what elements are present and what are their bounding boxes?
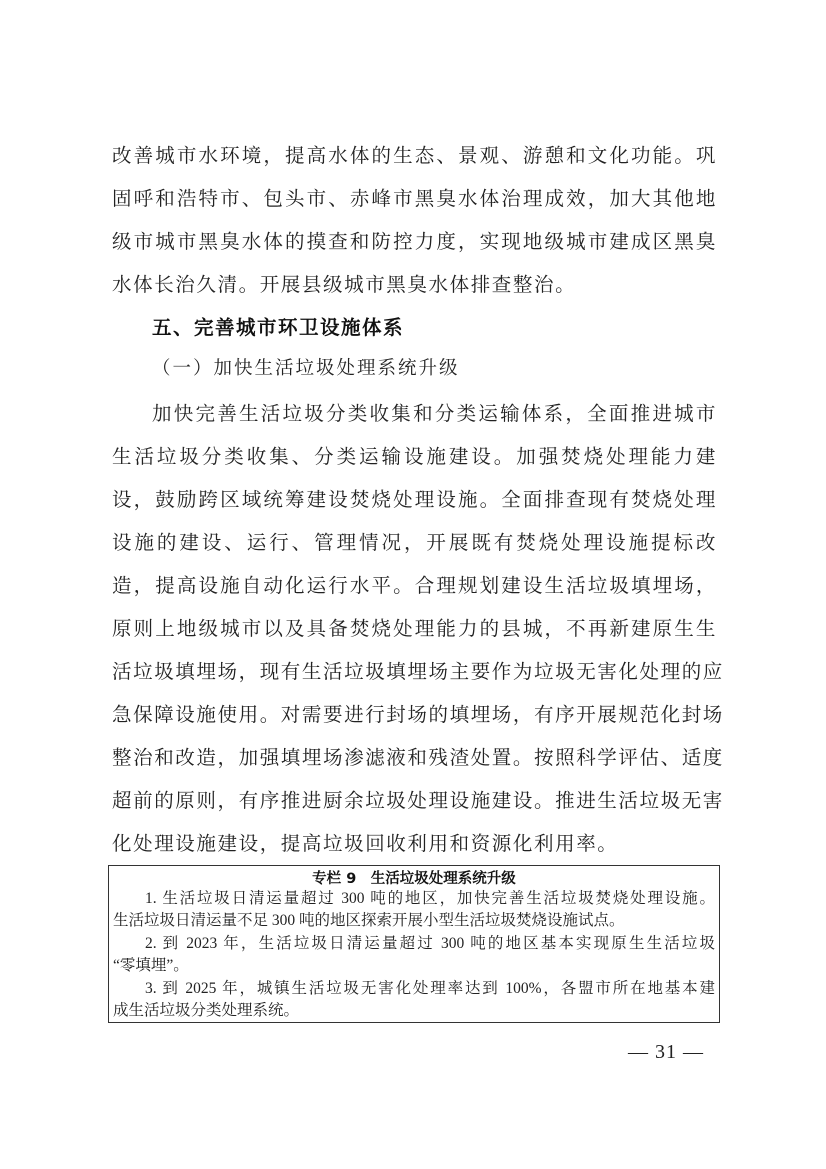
text-line: 化处理设施建设，提高垃圾回收利用和资源化利用率。 [112,832,619,855]
text-line: 造，提高设施自动化运行水平。合理规划建设生活垃圾填埋场， [112,574,717,597]
text-line: 生活垃圾分类收集、分类运输设施建设。加强焚烧处理能力建 [112,445,717,468]
text-line: 加快完善生活垃圾分类收集和分类运输体系，全面推进城市 [152,402,717,425]
text-line: 设施的建设、运行、管理情况，开展既有焚烧处理设施提标改 [112,531,717,554]
text-line: 水体长治久清。开展县级城市黑臭水体排查整治。 [112,273,577,296]
section-heading: 五、完善城市环卫设施体系 [152,316,405,339]
text-line: 固呼和浩特市、包头市、赤峰市黑臭水体治理成效，加大其他地 [112,187,717,210]
text-line: 设，鼓励跨区域统筹建设焚烧处理设施。全面排查现有焚烧处理 [112,488,717,511]
box-line: “零填埋”。 [113,957,189,974]
box-line: 成生活垃圾分类处理系统。 [113,1002,300,1019]
box-line: 2. 到 2023 年，生活垃圾日清运量超过 300 吨的地区基本实现原生生活垃圾 [145,935,715,952]
box-line: 3. 到 2025 年，城镇生活垃圾无害化处理率达到 100%，各盟市所在地基本建 [145,980,715,997]
text-line: 活垃圾填埋场，现有生活垃圾填埋场主要作为垃圾无害化处理的应 [112,660,724,683]
text-line: 超前的原则，有序推进厨余垃圾处理设施建设。推进生活垃圾无害 [112,789,724,812]
subsection-heading: （一）加快生活垃圾处理系统升级 [152,358,460,379]
text-line: 级市城市黑臭水体的摸查和防控力度，实现地级城市建成区黑臭 [112,230,717,253]
box-line: 生活垃圾日清运量不足 300 吨的地区探索开展小型生活垃圾焚烧设施试点。 [113,912,625,929]
text-line: 急保障设施使用。对需要进行封场的填埋场，有序开展规范化封场 [112,703,724,726]
column-box [108,865,720,1023]
box-line: 1. 生活垃圾日清运量超过 300 吨的地区，加快完善生活垃圾焚烧处理设施。 [145,890,715,907]
text-line: 整治和改造，加强填埋场渗滤液和残渣处置。按照科学评估、适度 [112,746,724,769]
text-line: 原则上地级城市以及具备焚烧处理能力的县城，不再新建原生生 [112,617,717,640]
box-title: 专栏 9 生活垃圾处理系统升级 [312,871,516,887]
text-line: 改善城市水环境，提高水体的生态、景观、游憩和文化功能。巩 [112,144,717,167]
page-number: — 31 — [628,1041,704,1063]
